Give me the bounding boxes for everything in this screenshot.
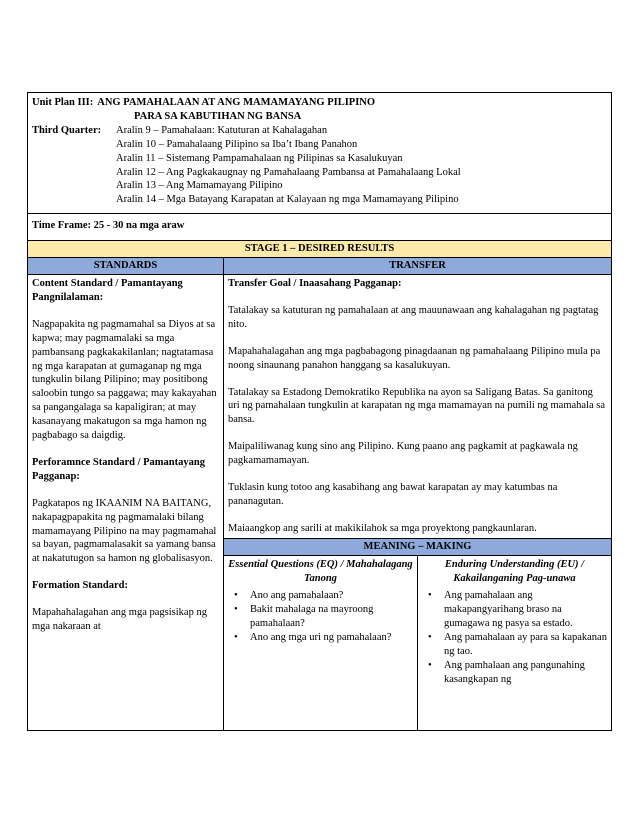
transfer-paragraph: Tatalakay sa katuturan ng pamahalaan at ang mauunawaan ang kahalagahan ng pagtatag nito.: [228, 304, 599, 330]
time-frame-row: [28, 214, 612, 241]
transfer-paragraph: Maipaliliwanag kung sino ang Pilipino. Kung paano ang pagkamit at pagkawala ng pagkamamamayan.: [228, 441, 578, 467]
eu-item: • Ang pamahalaan ay para sa kapakanan ng tao.: [422, 631, 607, 659]
performance-standard-text: Pagkatapos ng IKAANIM NA BAITANG, nakapagpapakita ng pagmamalaki bilang mamamayang Pilipino na may pagmamahal sa bayan, pagmamalasakit sa yamang bansa at nakatutugon sa hamon ng globalisasyon.: [32, 497, 217, 565]
content-standard-text: Nagpapakita ng pagmamahal sa Diyos at sa kapwa; may pagmamalaki sa mga pambansang pagkakakilanlan; nagtatamasa ng mga karapatan at gumaganap ng mga tungkulin bilang Pilipino; may positibong saloobin tungo sa paggawa; may kakayahan sa pangangalaga sa kapaligiran; at may kasanayang makatugon sa mga hamon ng pagbabago sa daigdig.: [32, 318, 217, 442]
lesson-list: [116, 124, 607, 207]
lesson-item: Aralin 9 – Pamahalaan: Katuturan at Kahalagahan: [116, 124, 328, 136]
transfer-paragraph: Tatalakay sa Estadong Demokratiko Republika na ayon sa Saligang Batas. Sa ganitong uri ng pamahalaan tungkulin at karapatan ng mga mamamayan na pumili ng mamahala sa bansa.: [228, 386, 606, 426]
transfer-paragraph: Tuklasin kung totoo ang kasabihang ang bawat karapatan ay may katumbas na pananagutan.: [228, 482, 558, 507]
formation-standard-text: Mapahahalagahan ang mga pagsisikap ng mga nakaraan at: [32, 607, 207, 633]
unit-title-line2: PARA SA KABUTIHAN NG BANSA: [134, 110, 302, 122]
lesson-item: Aralin 14 – Mga Batayang Karapatan at Kalayaan ng mga Mamamayang Pilipino: [116, 194, 459, 206]
eu-item: • Ang pamahalaan ang makapangyarihang braso na gumagawa ng pasya sa estado.: [422, 589, 607, 631]
eq-title: Essential Questions (EQ) / Mahahalagang Tanong: [228, 558, 413, 584]
unit-plan-table: [27, 92, 612, 731]
standards-header: STANDARDS: [28, 258, 224, 275]
eu-list: [422, 589, 607, 686]
lesson-item: Aralin 11 – Sistemang Pampamahalaan ng Pilipinas sa Kasalukuyan: [116, 152, 403, 164]
lesson-item: Aralin 13 – Ang Mamamayang Pilipino: [116, 180, 283, 192]
eq-item: • Ano ang pamahalaan?: [228, 589, 413, 603]
stage1-row: [28, 241, 612, 258]
enduring-understanding-cell: [418, 555, 612, 730]
essential-questions-cell: [224, 555, 418, 730]
transfer-paragraph: Mapahahalagahan ang mga pagbabagong pinagdaanan ng pamahalaang Pilipino mula pa noong sinaunang panahon hanggang sa kasalukuyan.: [228, 345, 601, 371]
formation-standard-title: Formation Standard:: [32, 580, 128, 592]
unit-plan-document: [27, 92, 611, 826]
eu-title: Enduring Understanding (EU) / Kakailanganing Pag-unawa: [444, 558, 585, 584]
unit-title-line1: ANG PAMAHALAAN AT ANG MAMAMAYANG PILIPINO: [97, 97, 376, 108]
eq-item: • Ano ang mga uri ng pamahalaan?: [228, 631, 413, 645]
transfer-paragraph: Maiaangkop ang sarili at makikilahok sa mga proyektong pangkaunlaran.: [228, 522, 537, 534]
performance-standard-title: Perforamnce Standard / Pamantayang Pagganap:: [32, 456, 205, 482]
transfer-cell: [224, 274, 612, 538]
content-standard-title: Content Standard / Pamantayang Pangnilalaman:: [32, 277, 183, 303]
standards-cell: [28, 274, 224, 730]
eq-item: • Bakit mahalaga na mayroong pamahalaan?: [228, 603, 413, 631]
lesson-item: Aralin 10 – Pamahalaang Pilipino sa Iba’t Ibang Panahon: [116, 138, 358, 150]
unit-plan-label: Unit Plan III:: [32, 97, 94, 108]
transfer-goal-title: Transfer Goal / Inaasahang Pagganap:: [228, 277, 402, 289]
eq-list: [228, 589, 413, 645]
time-frame: Time Frame: 25 - 30 na mga araw: [28, 214, 612, 241]
lesson-item: Aralin 12 – Ang Pagkakaugnay ng Pamahalaang Pambansa at Pamahalaang Lokal: [116, 166, 461, 178]
unit-header-row: [28, 93, 612, 214]
column-header-row: [28, 258, 612, 275]
quarter-label: Third Quarter:: [32, 124, 102, 136]
eu-item: • Ang pamhalaan ang pangunahing kasangkapan ng: [422, 659, 607, 687]
meaning-making-header: MEANING – MAKING: [224, 538, 612, 555]
transfer-header: TRANSFER: [224, 258, 612, 275]
stage1-header: STAGE 1 – DESIRED RESULTS: [28, 241, 612, 258]
content-row: [28, 274, 612, 538]
unit-header-cell: [28, 93, 612, 214]
